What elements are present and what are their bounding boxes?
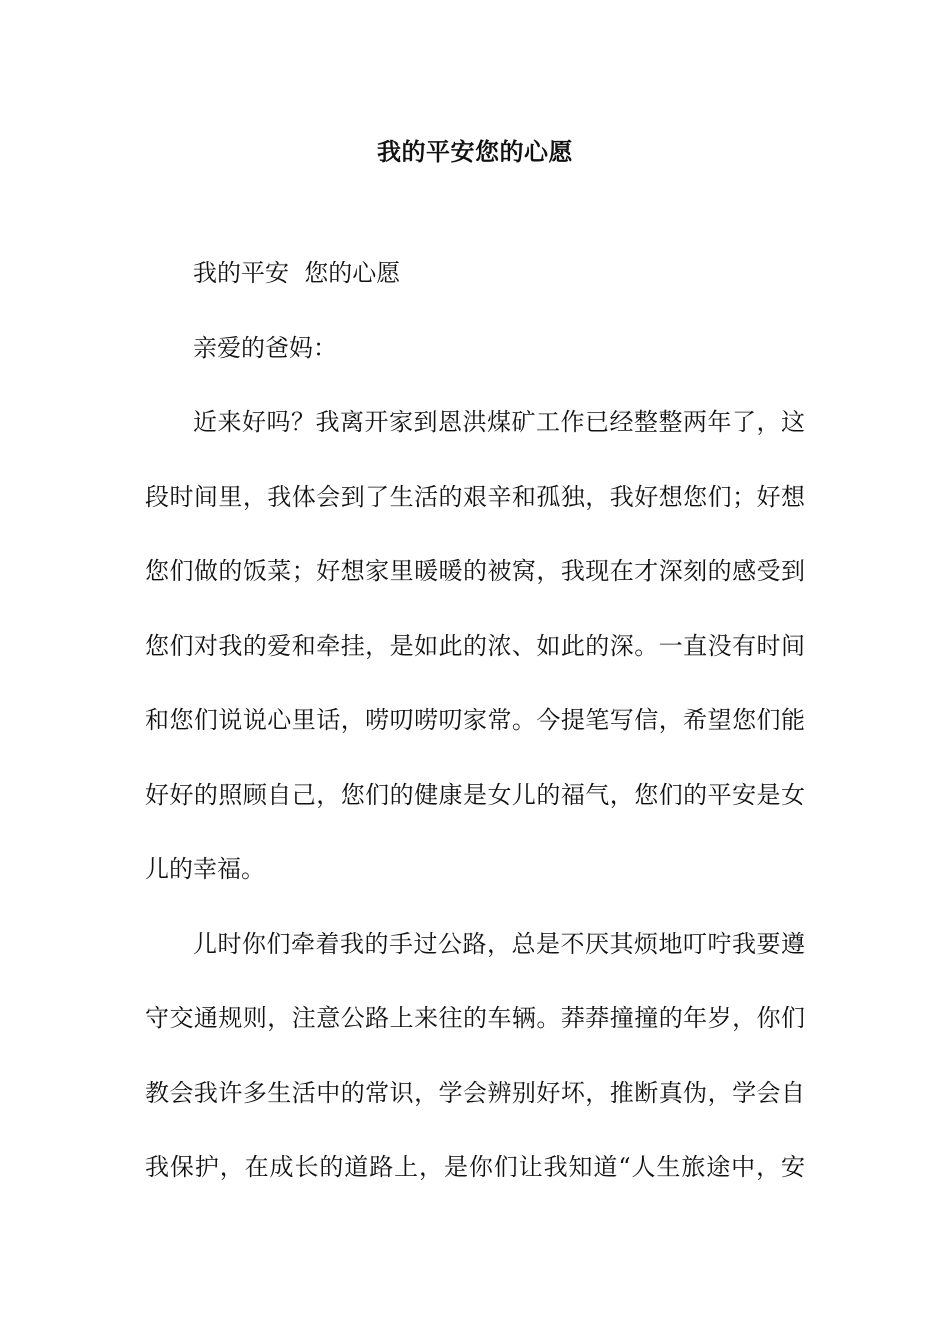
- salutation-line: 亲爱的爸妈：: [193, 333, 337, 362]
- paragraph-line: 儿的幸福。: [145, 855, 265, 883]
- paragraph-line: 和您们说说心里话，唠叨唠叨家常。今提笔写信，希望您们能: [145, 706, 805, 734]
- paragraph-line: 我保护，在成长的道路上，是你们让我知道“人生旅途中，安: [145, 1153, 805, 1181]
- document-title: 我的平安您的心愿: [377, 137, 573, 166]
- paragraph-line: 儿时你们牵着我的手过公路，总是不厌其烦地叮咛我要遵: [193, 929, 805, 958]
- paragraph-line: 近来好吗？我离开家到恩洪煤矿工作已经整整两年了，这: [193, 408, 805, 436]
- paragraph-1: [145, 385, 805, 907]
- paragraph-line: 教会我许多生活中的常识，学会辨别好坏，推断真伪，学会自: [145, 1078, 805, 1107]
- paragraph-line: 好好的照顾自己，您们的健康是女儿的福气，您们的平安是女: [145, 780, 805, 809]
- subtitle-line: 我的平安 您的心愿: [193, 259, 401, 287]
- paragraph-line: 您们对我的爱和牵挂，是如此的浓、如此的深。一直没有时间: [145, 631, 805, 660]
- paragraph-line: 守交通规则，注意公路上来往的车辆。莽莽撞撞的年岁，你们: [145, 1004, 805, 1032]
- document-body: [145, 236, 805, 1205]
- paragraph-line: 您们做的饭菜；好想家里暖暖的被窝，我现在才深刻的感受到: [145, 557, 805, 585]
- paragraph-line: 段时间里，我体会到了生活的艰辛和孤独，我好想您们；好想: [145, 482, 805, 511]
- paragraph-2: [145, 907, 805, 1205]
